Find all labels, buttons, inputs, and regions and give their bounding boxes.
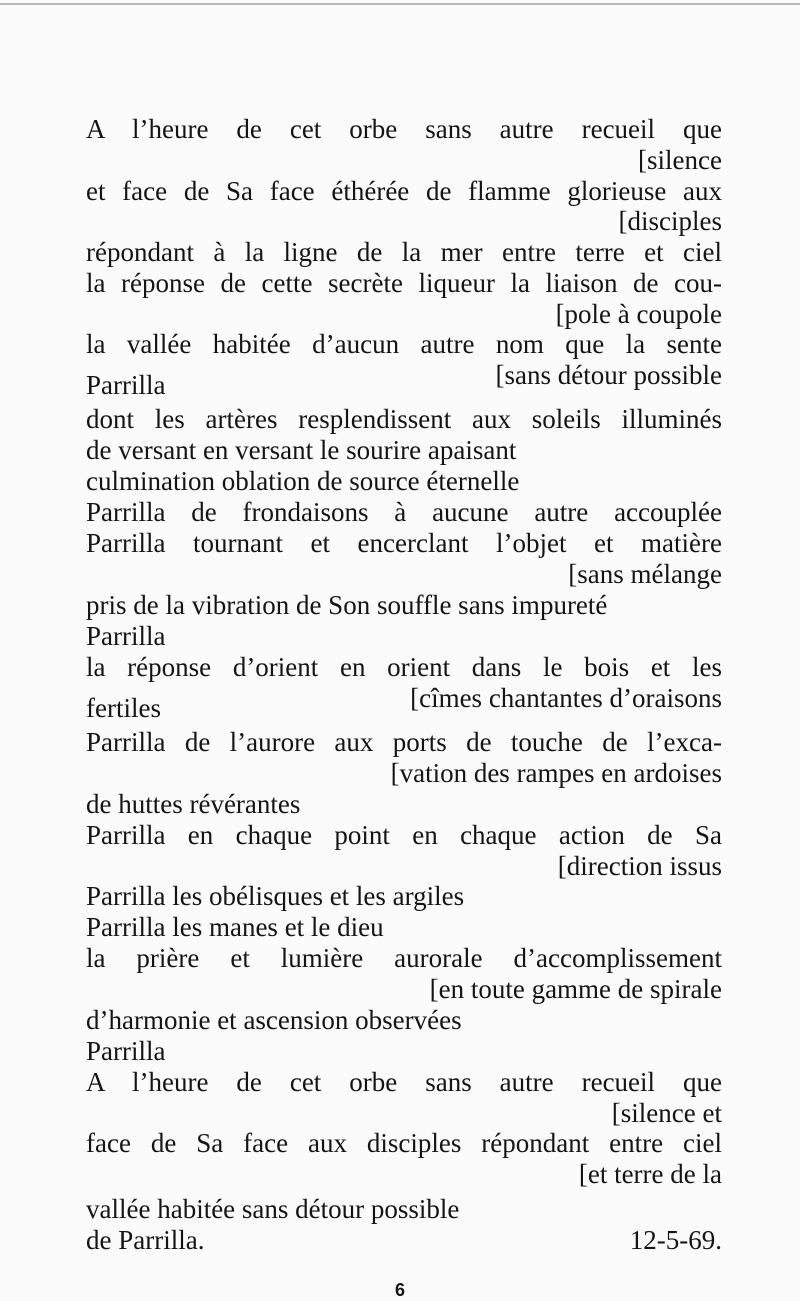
poem-line: [direction issus <box>557 851 722 881</box>
poem-line: pris de la vibration de Son souffle sans impureté <box>86 590 608 620</box>
poem-date: 12-5-69. <box>629 1225 722 1255</box>
poem-line: la réponse d’orient en orient dans le bois et les <box>86 652 722 682</box>
poem-line: Parrilla <box>86 621 166 651</box>
poem-line: Parrilla de l’aurore aux ports de touche de l’exca- <box>86 727 722 757</box>
poem-line <box>86 360 722 400</box>
poem-line: et face de Sa face éthérée de flamme glorieuse aux <box>86 176 722 206</box>
poem-line: d’harmonie et ascension observées <box>86 1005 462 1035</box>
poem-line: [sans mélange <box>568 559 722 589</box>
poem-line: Parrilla <box>86 1036 166 1066</box>
poem-line: culmination oblation de source éternelle <box>86 466 520 496</box>
poem-line: Parrilla les obélisques et les argiles <box>86 881 465 911</box>
poem-line-part: [cîmes chantantes d’oraisons <box>410 683 722 713</box>
poem-line: Parrilla de frondaisons à aucune autre accouplée <box>86 497 722 527</box>
poem-line: [silence <box>638 145 722 175</box>
poem-line: la prière et lumière aurorale d’accomplissement <box>86 943 722 973</box>
poem-line: A l’heure de cet orbe sans autre recueil que <box>86 114 722 144</box>
poem-line: Parrilla les manes et le dieu <box>86 912 384 942</box>
poem-line: Parrilla en chaque point en chaque action de Sa <box>86 820 722 850</box>
poem-line: [silence et <box>611 1098 722 1128</box>
poem-line: répondant à la ligne de la mer entre terre et ciel <box>86 237 722 267</box>
poem-line: de huttes révérantes <box>86 789 301 819</box>
poem-line: A l’heure de cet orbe sans autre recueil que <box>86 1067 722 1097</box>
poem-line: Parrilla tournant et encerclant l’objet et matière <box>86 528 722 558</box>
poem-line: [disciples <box>618 206 722 236</box>
poem-line <box>86 683 722 723</box>
poem-line-part: fertiles <box>86 693 161 723</box>
poem-line: [vation des rampes en ardoises <box>390 758 722 788</box>
page-number: 6 <box>394 1280 405 1300</box>
poem-line-part: [sans détour possible <box>495 360 722 390</box>
poem-signature-place: de Parrilla. <box>86 1225 205 1255</box>
poem-line: de versant en versant le sourire apaisant <box>86 435 517 465</box>
poem-line: [en toute gamme de spirale <box>429 974 722 1004</box>
poem-line: [pole à coupole <box>555 299 722 329</box>
poem-line-part: Parrilla <box>86 370 166 400</box>
poem-line: la réponse de cette secrète liqueur la liaison de cou- <box>86 268 722 298</box>
poem-line <box>86 1225 722 1256</box>
poem-line: face de Sa face aux disciples répondant entre ciel <box>86 1128 722 1158</box>
poem-line: vallée habitée sans détour possible <box>86 1194 460 1224</box>
poem-line: [et terre de la <box>578 1159 722 1189</box>
poem-line: la vallée habitée d’aucun autre nom que la sente <box>86 329 722 359</box>
poem-line: dont les artères resplendissent aux soleils illuminés <box>86 404 722 434</box>
